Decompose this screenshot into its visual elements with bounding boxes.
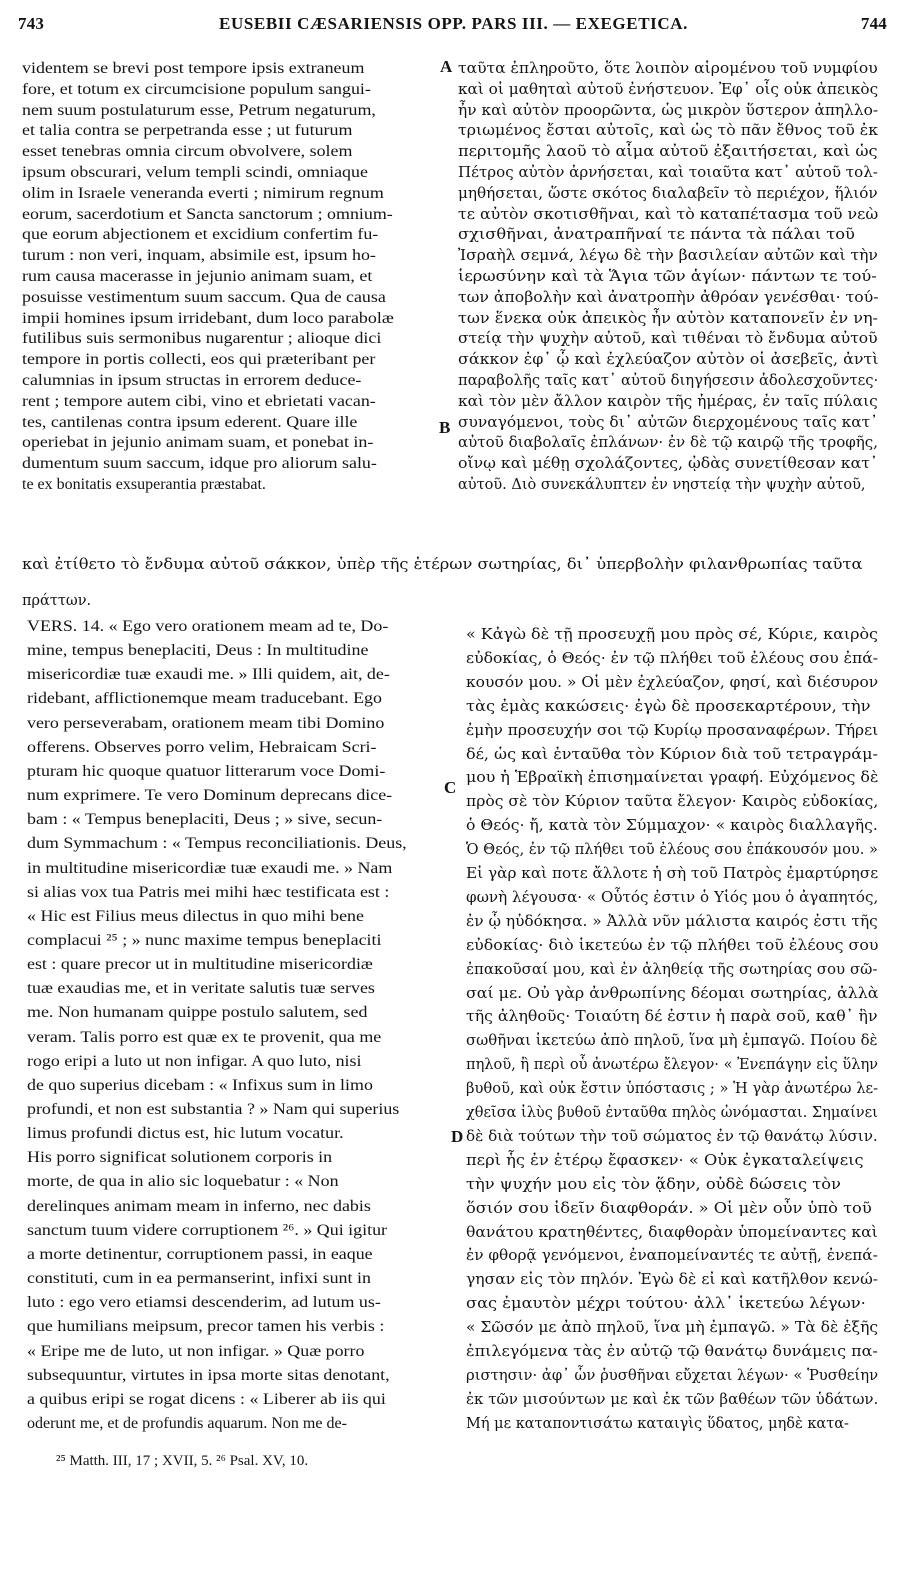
text-line: αὐτοῦ διαβολαῖς ἐπλάνων· ἐν δὲ τῷ καιρῷ τῆς τροφῆς, — [458, 435, 879, 452]
text-line: των ἕνεκα οὐκ ἀπεικὸς ἦν αὐτὸν καταπονεῖν ἐν νη- — [458, 310, 878, 327]
text-line: σχισθῆναι, ἀνατραπῆναί τε πάντα τὰ πάλαι τοῦ — [458, 227, 855, 244]
text-line: vero perseverabam, orationem meam tibi Domino — [27, 714, 385, 732]
text-line: γησαν εἰς τὸν πηλόν. Ἐγὼ δὲ εἰ καὶ κατῆλθον κενώ- — [466, 1272, 879, 1289]
text-line: πρὸς σὲ τὸν Κύριον ταῦτα ἔλεγον· Καιρὸς εὐδοκίας, — [466, 794, 879, 811]
margin-letter-d: D — [451, 1127, 464, 1146]
text-line: οἴνῳ καὶ μέθῃ σχολάζοντες, ᾠδὰς συνετίθεσαν κατ᾽ — [458, 456, 878, 473]
text-line: impii homines ipsum irridebant, dum loco parabolæ — [22, 309, 394, 327]
text-line: derelinques animam meam in inferno, nec dabis — [27, 1197, 371, 1215]
text-line: futilibus suis sermonibus nugarentur ; alioque dici — [22, 330, 382, 348]
text-line: ἐπακοῦσαί μου, καὶ ἐν ἀληθείᾳ τῆς σωτηρίας σου σῶ- — [466, 961, 878, 978]
text-line: δέ, ὡς καὶ ἐνταῦθα τὸν Κύριον διὰ τοῦ τετραγράμ- — [466, 746, 878, 763]
text-line: et talia contra se perpetranda esse ; ut futurum — [22, 122, 353, 140]
text-line: rum causa macerasse in jejunio animam suam, et — [22, 268, 373, 285]
greek-column-lower — [466, 625, 878, 1438]
text-line: me. Non humanam quippe postulo salutem, sed — [27, 1004, 368, 1022]
text-line: si alias vox tua Patris mei mihi hæc testificata est : — [27, 883, 390, 901]
text-line: num exprimere. Te vero Dominum deprecans dice- — [27, 787, 393, 805]
text-line: Εἰ γὰρ καὶ ποτε ἄλλοτε ἡ σὴ τοῦ Πατρὸς ἐμαρτύρησε — [466, 866, 879, 882]
text-line: eorum, sacerdotium et Sancta sanctorum ; omnium- — [22, 205, 393, 223]
text-line: « Hic est Filius meus dilectus in quo mihi bene — [27, 907, 364, 925]
text-line: ταῦτα ἐπληροῦτο, ὅτε λοιπὸν αἱρομένου τοῦ νυμφίου — [458, 61, 878, 77]
text-line: ἐμὴν προσευχήν σοι τῷ Κυρίῳ προσαναφέρων. Τήρει — [466, 722, 879, 739]
text-line: Ἰσραὴλ σεμνά, λέγω δὲ τὴν βασιλείαν αὐτῶν καὶ τὴν — [458, 248, 878, 265]
text-line: περὶ ἧς ἐν ἑτέρῳ ἔφασκεν· « Οὐκ ἐγκαταλείψεις — [466, 1152, 864, 1169]
text-line: χθεῖσα ἰλὺς βυθοῦ ἐνταῦθα πηλὸς ὠνόμασται. Σημαίνει — [466, 1105, 878, 1121]
text-line: τὰς ἐμὰς κακώσεις· ἐγὼ δὲ προσεκαρτέρουν, τὴν — [466, 698, 871, 715]
text-line: ὁ Θεός· ἤ, κατὰ τὸν Σύμμαχον· « καιρὸς διαλλαγῆς. — [466, 818, 878, 835]
text-line: ἐκ τῶν μισούντων με καὶ ἐκ τῶν βαθέων τῶν ὑδάτων. — [466, 1391, 879, 1408]
text-line: que humilians meipsum, precor tamen his verbis : — [27, 1318, 385, 1336]
text-line: εὐδοκίας· διὸ ἱκετεύω ἐν τῷ πλήθει τοῦ ἐλέους σου — [466, 937, 879, 954]
text-line: πράττων. — [22, 593, 92, 609]
text-line: « Κἀγὼ δὲ τῇ προσευχῇ μου πρὸς σέ, Κύριε, καιρὸς — [466, 627, 878, 643]
text-line: mine, tempus beneplaciti, Deus : In multitudine — [27, 642, 369, 660]
text-line: ἦν καὶ αὐτὸν προορῶντα, ὡς μικρὸν ὕστερον ἀπηλλο- — [458, 102, 879, 119]
text-line: te ex bonitatis exsuperantia præstabat. — [22, 476, 266, 493]
text-line: in multitudine misericordiæ tuæ exaudi me. » Nam — [27, 859, 393, 877]
text-line: συναγόμενοι, τοὺς δι᾽ αὐτῶν διερχομένους ταῖς κατ᾽ — [458, 414, 878, 431]
text-line: ἐν ᾧ ηὐδόκησα. » Ἀλλὰ νῦν μάλιστα καιρός ἐστι τῆς — [466, 913, 878, 930]
text-line: καὶ οἱ μαθηταὶ αὐτοῦ ἐνήστευον. Ἐφ᾽ οἷς οὐκ ἀπεικὸς — [458, 81, 879, 98]
text-line: βυθοῦ, καὶ οὐκ ἔστιν ὑπόστασις ; » Ἡ γὰρ ἀνωτέρω λε- — [466, 1081, 879, 1098]
text-line: εὐδοκίας, ὁ Θεός· ἐν τῷ πλήθει τοῦ ἐλέους σου ἐπά- — [466, 650, 879, 667]
margin-letter-b: B — [439, 418, 451, 437]
text-line: μηθήσεται, ὥστε σκότος διαλαβεῖν τὸ περιέχον, ἥλιόν — [458, 185, 878, 202]
text-line: calumnias in ipsum structas in errorem deduce- — [22, 372, 362, 389]
text-line: constituti, cum in ea permanserint, infixi sunt in — [27, 1270, 371, 1288]
text-line: παραβολῆς ταῖς κατ᾽ αὐτοῦ διηγήσεσιν ἀδολεσχοῦντες· — [458, 373, 879, 389]
text-line: Μή με καταποντισάτω καταιγὶς ὕδατος, μηδὲ κατα- — [466, 1415, 849, 1432]
text-line: rent ; tempore autem cibi, vino et ebrietati vacan- — [22, 392, 376, 410]
text-line: misericordiæ tuæ exaudi me. » Illi quidem, ait, de- — [27, 666, 390, 684]
margin-letter-c: C — [444, 778, 457, 797]
text-line: sanctum tuum videre corruptionem ²⁶. » Qui igitur — [27, 1221, 387, 1239]
margin-letter-a: A — [440, 57, 453, 76]
text-line: turum : non veri, inquam, absimile est, ipsum ho- — [22, 247, 376, 265]
text-line: Πέτρος αὐτὸν ἀρνήσεται, καὶ τοιαῦτα κατ᾽ αὐτοῦ τολ- — [458, 165, 878, 181]
text-line: esset tenebras omnia circum obvolvere, solem — [22, 143, 353, 161]
text-line: videntem se brevi post tempore ipsis extraneum — [22, 60, 365, 77]
text-line: offerens. Observes porro velim, Hebraicam Scri- — [27, 738, 377, 756]
text-line: profundi, et non est substantia ? » Nam qui superius — [27, 1101, 400, 1118]
text-line: bam : « Tempus beneplaciti, Deus ; » sive, secun- — [27, 811, 383, 829]
text-line: ριστησιν· ἀφ᾽ ὧν ῥυσθῆναι εὔχεται λέγων· « Ῥυσθείην — [466, 1367, 879, 1384]
latin-column-lower — [27, 617, 434, 1438]
text-line: a quibus eripi se rogat dicens : « Liberer ab iis qui — [27, 1390, 386, 1408]
text-line: θανάτου κρατηθέντες, διαφθορὰν ὑπομείναντες καὶ — [466, 1224, 878, 1241]
text-line: Ὁ Θεός, ἐν τῷ πλήθει τοῦ ἐλέους σου ἐπάκουσόν μου. » — [466, 842, 878, 859]
text-line: tempore in portis collecti, eos qui præteribant per — [22, 351, 376, 369]
text-line: καὶ τὸν μὲν ἄλλον καιρὸν τῆς ἡμέρας, ἐν ταῖς πύλαις — [458, 393, 878, 410]
text-line: αὐτοῦ. Διὸ συνεκάλυπτεν ἐν νηστείᾳ τὴν ψυχὴν αὐτοῦ, — [458, 477, 866, 493]
text-line: limus profundi dictus est, hic lutum vocatur. — [27, 1125, 344, 1143]
text-line: que eorum abjectionem et excidium confertim fu- — [22, 226, 379, 244]
text-line: μου ἡ Ἑβραϊκὴ ἐπισημαίνεται γραφή. Εὐχόμενος δὲ — [466, 770, 879, 787]
text-line: ἐν φθορᾷ γενόμενοι, ἐναπομείναντές τε αὐτῇ, ἐνεπά- — [466, 1248, 878, 1265]
text-line: tes, cantilenas contra ipsum ederent. Quare ille — [22, 413, 358, 431]
text-line: πηλοῦ, ἢ περὶ οὗ ἀνωτέρω ἔλεγον· « Ἐνεπάγην εἰς ὕλην — [466, 1057, 879, 1074]
text-line: σαί με. Οὐ γὰρ ἀνθρωπίνης δέομαι σωτηρίας, ἀλλὰ — [466, 985, 879, 1002]
text-line: δὲ διὰ τούτων τὴν τοῦ σώματος ἐν τῷ θανάτῳ λύσιν. — [466, 1128, 878, 1145]
text-line: pturam hic quoque quatuor litterarum voce Domi- — [27, 762, 386, 780]
text-line: posuisse vestimentum suum saccum. Qua de causa — [22, 288, 386, 306]
text-line: veram. Talis porro est quæ ex te provenit, qua me — [27, 1028, 382, 1046]
text-line: καὶ ἐτίθετο τὸ ἔνδυμα αὐτοῦ σάκκον, ὑπὲρ τῆς ἑτέρων σωτηρίας, δι᾽ ὑπερβολὴν φιλανθρωπίας ταῦτα — [22, 557, 863, 573]
text-line: σάκκον ἐφ᾽ ᾧ καὶ ἐχλεύαζον αὐτὸν οἱ ἀσεβεῖς, ἀντὶ — [458, 352, 879, 369]
text-line: των ἀποβολὴν καὶ ἀνατροπὴν ἀθρόαν γενέσθαι· τού- — [458, 289, 879, 306]
text-line: ἱερωσύνην καὶ τὰ Ἅγια τῶν ἁγίων· πάντων τε τού- — [458, 269, 877, 285]
text-line: luto : ego vero etiamsi descenderim, ad lutum us- — [27, 1294, 381, 1312]
text-line: ridebant, afflictionemque meam traducebant. Ego — [27, 690, 382, 708]
text-line: nem suum postulaturum esse, Petrum negaturum, — [22, 101, 376, 119]
text-line: σας ἐμαυτὸν μέχρι τούτου· ἀλλ᾽ ἱκετεύω λέγων· — [466, 1296, 866, 1313]
text-line: morte, de qua in alio sic loquebatur : « Non — [27, 1173, 339, 1191]
text-line: « Eripe me de luto, ut non infigar. » Quæ porro — [27, 1342, 365, 1360]
text-line: oderunt me, et de profundis aquarum. Non me de- — [27, 1414, 347, 1432]
text-line: τὴν ψυχήν μου εἰς τὸν ᾅδην, οὐδὲ δώσεις τὸν — [466, 1176, 841, 1193]
text-line: κουσόν μου. » Οἱ μὲν ἐχλεύαζον, φησί, καὶ διέσυρον — [466, 674, 879, 691]
text-line: dum Symmachum : « Tempus reconciliationis. Deus, — [27, 835, 407, 853]
text-line: His porro significat solutionem corporis in — [27, 1149, 333, 1167]
running-title: EUSEBII CÆSARIENSIS OPP. PARS III. — EXEGETICA. — [219, 14, 688, 33]
text-line: VERS. 14. « Ego vero orationem meam ad te, Do- — [27, 618, 389, 635]
text-line: operiebat in jejunio animam suam, et ponebat in- — [22, 434, 374, 452]
text-line: olim in Israele veneranda everti ; nimirum regnum — [22, 184, 384, 202]
text-line: ὅσιόν σου ἰδεῖν διαφθοράν. » Οἱ μὲν οὖν ὑπὸ τοῦ — [466, 1200, 872, 1217]
text-line: φωνὴ λέγουσα· « Οὗτός ἐστιν ὁ Υἱός μου ὁ ἀγαπητός, — [466, 889, 879, 906]
text-line: rogo eripi a luto ut non infigar. A quo luto, nisi — [27, 1052, 362, 1070]
text-line: τε αὐτὸν σκοτισθῆναι, καὶ τὸ καταπέτασμα τοῦ νεὼ — [458, 206, 879, 223]
text-line: ipsum obscurari, velum templi scindi, omniaque — [22, 164, 368, 181]
footnote: ²⁵ Matth. III, 17 ; XVII, 5. ²⁶ Psal. XV, 10. — [56, 1453, 309, 1469]
text-line: σωθῆναι ἱκετεύω ἀπὸ πηλοῦ, ἵνα μὴ ἐμπαγῶ. Ποίου δὲ — [466, 1033, 878, 1050]
text-line: « Σῶσόν με ἀπὸ πηλοῦ, ἵνα μὴ ἐμπαγῶ. » Τὰ δὲ ἑξῆς — [466, 1320, 879, 1337]
text-line: ἐπιλεγόμενα τὰς ἐν αὐτῷ τῷ θανάτῳ δυνάμεις πα- — [466, 1344, 878, 1360]
text-line: tuæ exaudias me, et in veritate salutis tuæ serves — [27, 980, 375, 998]
text-line: τριωμένος ἔσται αὐτοῖς, καὶ ὡς τὸ πᾶν ἔθνος τοῦ ἐκ — [458, 123, 879, 140]
text-line: περιτομῆς λαοῦ τὸ αἷμα αὐτοῦ ἐξαιτήσεται, καὶ ὡς — [458, 144, 878, 161]
page-number-right: 744 — [860, 14, 887, 33]
greek-column-upper — [458, 59, 878, 496]
text-line: complacui ²⁵ ; » nunc maxime tempus beneplaciti — [27, 931, 382, 949]
latin-column-upper — [22, 59, 432, 496]
text-line: a morte detinentur, corruptionem passi, in eaque — [27, 1245, 373, 1263]
text-line: subsequuntur, virtutes in ipsa morte sitas denotant, — [27, 1366, 390, 1384]
text-line: τῆς ἀληθοῦς· Τοιαύτη δέ ἐστιν ἡ παρὰ σοῦ, καθ᾽ ἣν — [466, 1009, 878, 1026]
text-line: στείᾳ τὴν ψυχὴν αὐτοῦ, καὶ τιθέναι τὸ ἔνδυμα αὐτοῦ — [458, 331, 878, 348]
text-line: de quo superius dicebam : « Infixus sum in limo — [27, 1076, 373, 1094]
text-line: fore, et totum ex circumcisione populum sangui- — [22, 80, 371, 98]
text-line: dumentum suum saccum, idque pro aliorum salu- — [22, 455, 377, 473]
page-number-left: 743 — [18, 14, 45, 33]
text-line: est : quare precor ut in multitudine misericordiæ — [27, 956, 373, 974]
